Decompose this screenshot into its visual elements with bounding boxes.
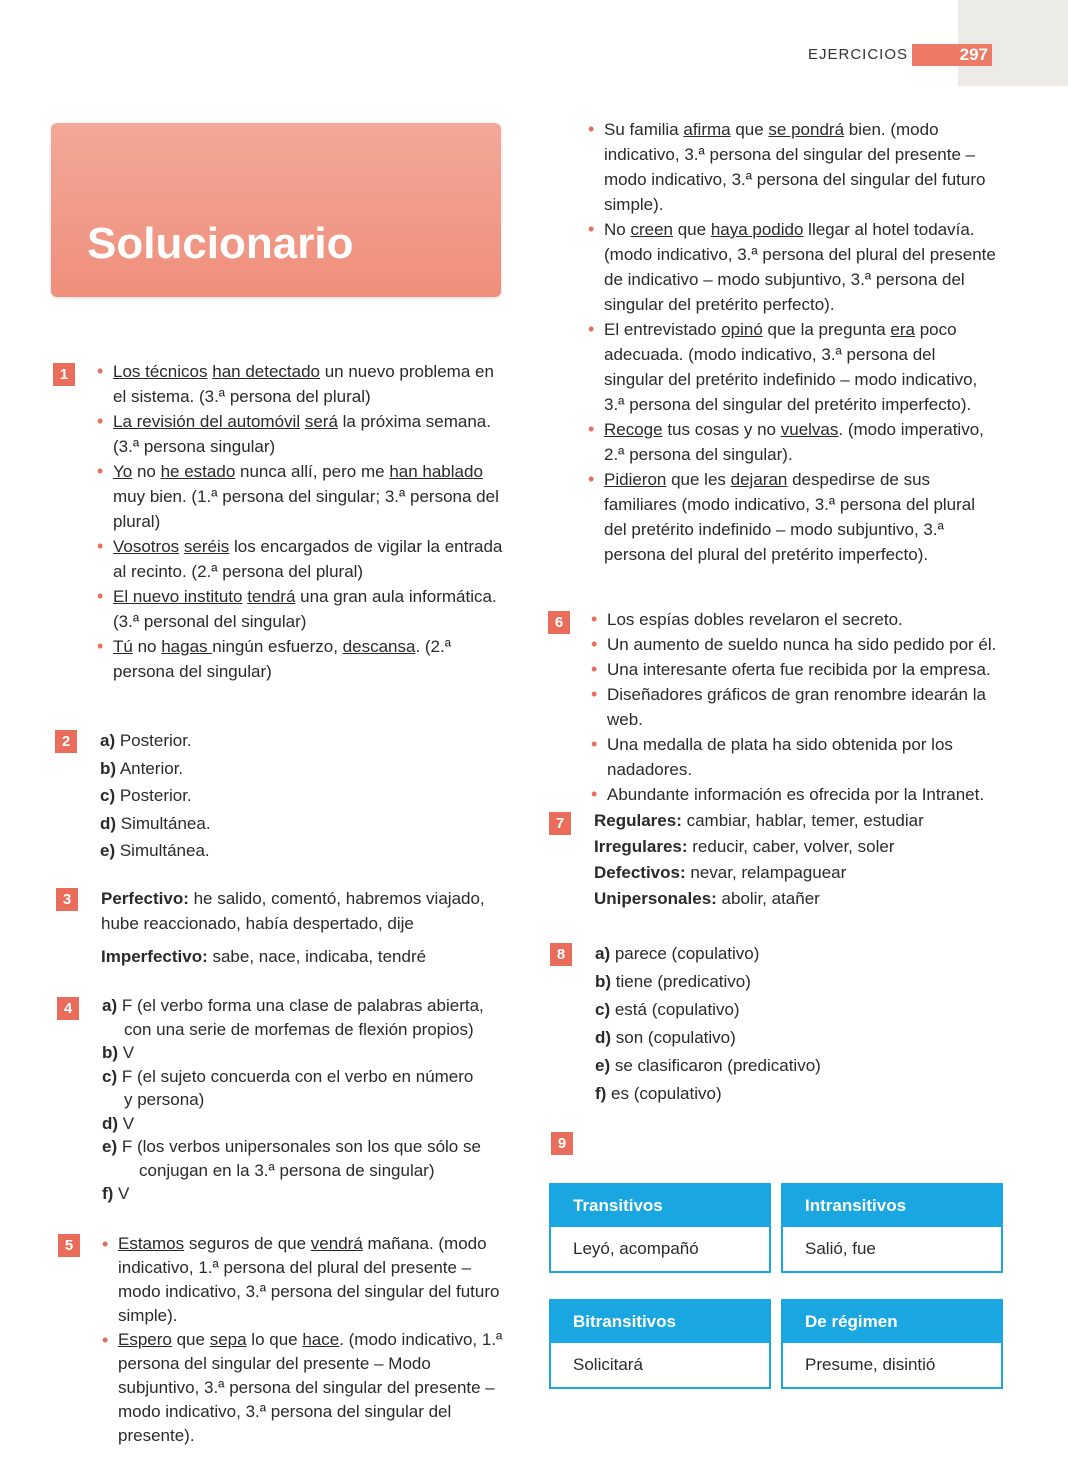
bullet-icon: • (97, 461, 104, 481)
list-item: • Espero que sepa lo que hace. (modo indicativo, 1.ª persona del singular del presente – Modo subjuntivo, 3.ª persona del singular del presente – modo indicativo, 3.ª persona del singular del presente). (102, 1330, 503, 1445)
bullet-icon: • (591, 734, 598, 754)
exercise-6-answers (591, 607, 1007, 807)
bullet-icon: • (591, 684, 598, 704)
bullet-icon: • (588, 219, 595, 239)
list-item: d) V (102, 1113, 135, 1133)
list-item: b) Anterior. (100, 758, 184, 778)
list-item: • Estamos seguros de que vendrá mañana. (modo indicativo, 1.ª persona del plural del presente – modo indicativo, 3.ª persona del singular del futuro simple). (102, 1234, 500, 1325)
exercise-3-answers (101, 886, 491, 969)
exercise-5-answers-left (102, 1232, 510, 1448)
list-item-continuation: conjugan en la 3.ª persona de singular) (139, 1160, 435, 1180)
list-item: f) V (102, 1184, 130, 1203)
bullet-icon: • (588, 419, 595, 439)
table-cell: Presume, disintió (805, 1355, 936, 1374)
list-item: a) F (el verbo forma una clase de palabras abierta, (102, 996, 484, 1015)
imperfective-row: Imperfectivo: sabe, nace, indicaba, tendré (101, 947, 427, 966)
table-intransitive (781, 1183, 1003, 1273)
exercise-8-answers (595, 940, 995, 1108)
bullet-icon: • (591, 609, 598, 629)
list-item: a) Posterior. (100, 731, 192, 750)
verb-class-row: Regulares: cambiar, hablar, temer, estudiar (594, 811, 924, 830)
verb-class-row: Unipersonales: abolir, atañer (594, 889, 820, 908)
title-banner (51, 123, 501, 297)
list-item: • Una interesante oferta fue recibida por la empresa. (607, 657, 1007, 682)
list-item: e) F (los verbos unipersonales son los que sólo se (102, 1137, 481, 1156)
list-item: • Pidieron que les dejaran despedirse de sus familiares (modo indicativo, 3.ª persona del plural del pretérito indefinido – modo subjuntivo, 3.ª persona del plural del pretérito imperfecto). (588, 469, 976, 564)
bullet-icon: • (591, 659, 598, 679)
bullet-icon: • (97, 636, 104, 656)
list-item: • Un aumento de sueldo nunca ha sido pedido por él. (607, 632, 1007, 657)
exercise-number-4: 4 (57, 997, 79, 1020)
table-cell: Salió, fue (805, 1239, 876, 1258)
list-item: • Su familia afirma que se pondrá bien. (modo indicativo, 3.ª persona del singular del presente – modo indicativo, 3.ª persona del singular del futuro simple). (588, 119, 986, 214)
list-item: b) tiene (predicativo) (595, 972, 751, 991)
list-item: • Recoge tus cosas y no vuelvas. (modo imperativo, 2.ª persona del singular). (588, 419, 984, 464)
exercise-4-answers (102, 994, 502, 1206)
list-item: • Tú no hagas ningún esfuerzo, descansa. (2.ª persona del singular) (97, 636, 452, 681)
table-header: De régimen (783, 1301, 1001, 1343)
list-item: c) F (el sujeto concuerda con el verbo en número (102, 1066, 474, 1086)
list-item: f) es (copulativo) (595, 1084, 722, 1103)
bullet-icon: • (591, 634, 598, 654)
list-item: • La revisión del automóvil será la próxima semana. (3.ª persona singular) (97, 411, 491, 456)
list-item: • Vosotros seréis los encargados de vigilar la entrada al recinto. (2.ª persona del plural) (97, 536, 503, 581)
exercise-7-answers (594, 808, 1004, 912)
list-item: • Yo no he estado nunca allí, pero me han hablado muy bien. (1.ª persona del singular; 3.ª persona del plural) (97, 461, 499, 531)
table-header: Bitransitivos (551, 1301, 769, 1343)
list-item: c) está (copulativo) (595, 1000, 740, 1019)
list-item: • Diseñadores gráficos de gran renombre idearán la web. (591, 684, 986, 729)
section-label: EJERCICIOS (808, 46, 909, 63)
verb-class-row: Irregulares: reducir, caber, volver, soler (594, 837, 895, 856)
page-corner-tab (958, 0, 1068, 86)
exercise-number-9: 9 (551, 1132, 573, 1155)
table-cell: Leyó, acompañó (573, 1239, 699, 1258)
list-item: • No creen que haya podido llegar al hotel todavía. (modo indicativo, 3.ª persona del plural del presente de indicativo – modo subjuntivo, 3.ª persona del singular del pretérito perfecto). (588, 219, 996, 314)
list-item: b) V (102, 1043, 135, 1062)
bullet-icon: • (97, 586, 104, 606)
table-transitive (549, 1183, 771, 1273)
list-item: d) Simultánea. (100, 813, 211, 833)
table-header: Transitivos (551, 1185, 769, 1227)
list-item: e) se clasificaron (predicativo) (595, 1056, 821, 1075)
list-item: • El entrevistado opinó que la pregunta era poco adecuada. (modo indicativo, 3.ª persona del singular del pretérito indefinido – modo indicativo, 3.ª persona del singular del pretérito imperfecto). (588, 319, 978, 414)
exercise-2-answers (100, 727, 480, 865)
bullet-icon: • (97, 411, 104, 431)
exercise-number-2: 2 (55, 730, 77, 753)
bullet-icon: • (591, 784, 598, 804)
bullet-icon: • (97, 361, 104, 381)
list-item: • Abundante información es ofrecida por la Intranet. (607, 782, 1007, 807)
list-item-continuation: y persona) (124, 1090, 205, 1109)
list-item-continuation: con una serie de morfemas de flexión propios) (124, 1019, 474, 1039)
bullet-icon: • (97, 536, 104, 556)
list-item: e) Simultánea. (100, 841, 210, 860)
exercise-5-answers-right (588, 117, 996, 567)
table-bitransitive (549, 1299, 771, 1389)
bullet-icon: • (102, 1234, 109, 1254)
exercise-number-8: 8 (550, 943, 572, 966)
bullet-icon: • (102, 1330, 109, 1350)
exercise-1-answers (97, 359, 508, 684)
list-item: d) son (copulativo) (595, 1028, 736, 1047)
bullet-icon: • (588, 119, 595, 139)
list-item: • El nuevo instituto tendrá una gran aula informática. (3.ª personal del singular) (97, 586, 497, 631)
page-title: Solucionario (87, 219, 354, 268)
verb-class-row: Defectivos: nevar, relampaguear (594, 863, 847, 882)
table-header: Intransitivos (783, 1185, 1001, 1227)
perfective-row: Perfectivo: he salido, comentó, habremos viajado, hube reaccionado, había despertado, dije (101, 889, 485, 933)
list-item: • Los espías dobles revelaron el secreto. (607, 607, 1007, 632)
exercise-number-3: 3 (56, 888, 78, 911)
exercise-number-1: 1 (53, 363, 75, 386)
list-item: • Los técnicos han detectado un nuevo problema en el sistema. (3.ª persona del plural) (97, 361, 494, 406)
exercise-number-6: 6 (548, 611, 570, 634)
list-item: c) Posterior. (100, 786, 192, 805)
exercise-number-5: 5 (58, 1234, 80, 1257)
bullet-icon: • (588, 319, 595, 339)
bullet-icon: • (588, 469, 595, 489)
exercise-number-7: 7 (549, 812, 571, 835)
table-cell: Solicitará (573, 1355, 643, 1374)
page-number: 297 (912, 44, 992, 66)
list-item: • Una medalla de plata ha sido obtenida por los nadadores. (591, 734, 953, 779)
list-item: a) parece (copulativo) (595, 944, 760, 963)
table-regime (781, 1299, 1003, 1389)
